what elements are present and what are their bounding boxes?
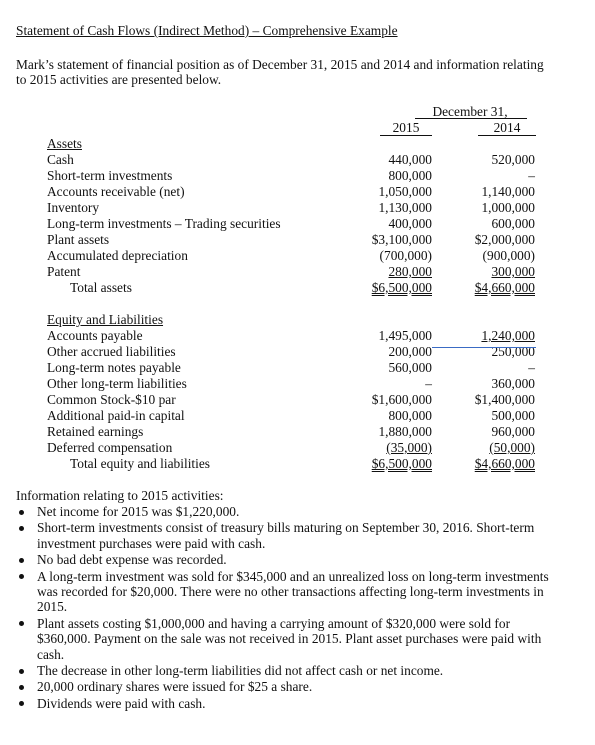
table-row (0, 200, 595, 216)
value-2015: – (425, 376, 432, 391)
row-label: Patent (47, 264, 81, 279)
table-row (0, 248, 595, 264)
value-2014: – (528, 168, 535, 183)
value-2015: 1,880,000 (378, 424, 432, 439)
list-item (16, 616, 556, 662)
table-row (0, 328, 595, 344)
value-2015: 800,000 (388, 408, 432, 423)
list-item (16, 663, 556, 678)
value-2014: (900,000) (482, 248, 535, 263)
value-2014: 960,000 (491, 424, 535, 439)
bullet-icon (19, 510, 24, 515)
total-equity-label: Total equity and liabilities (70, 456, 211, 471)
assets-heading: Assets (47, 136, 82, 151)
value-2015: 1,495,000 (378, 328, 432, 343)
total-row (0, 456, 595, 472)
value-2014: 1,140,000 (481, 184, 535, 199)
bullet-icon (19, 701, 24, 706)
table-row (0, 168, 595, 184)
bullet-text: Net income for 2015 was $1,220,000. (37, 504, 240, 519)
assets-heading-row (0, 136, 595, 152)
row-label: Short-term investments (47, 168, 173, 183)
table-row (0, 408, 595, 424)
row-label: Common Stock-$10 par (47, 392, 176, 407)
table-row (0, 376, 595, 392)
bullet-icon (19, 621, 24, 626)
value-2015: 400,000 (388, 216, 432, 231)
value-2014: – (528, 360, 535, 375)
value-2014: 520,000 (491, 152, 535, 167)
value-2015: 800,000 (388, 168, 432, 183)
table-row (0, 424, 595, 440)
equity-heading-row (0, 312, 595, 328)
list-item (16, 552, 556, 567)
row-label: Deferred compensation (47, 440, 173, 455)
row-label: Other long-term liabilities (47, 376, 187, 391)
value-2014: 1,000,000 (481, 200, 535, 215)
value-2014: $2,000,000 (474, 232, 535, 247)
date-header: December 31, (432, 104, 508, 119)
row-label: Accumulated depreciation (47, 248, 188, 263)
value-2014: 300,000 (491, 264, 535, 279)
row-label: Long-term notes payable (47, 360, 181, 375)
bullet-icon (19, 669, 24, 674)
value-2014: 500,000 (491, 408, 535, 423)
total-row (0, 280, 595, 296)
value-2015: 1,050,000 (378, 184, 432, 199)
table-row (0, 152, 595, 168)
total-assets-2015: $6,500,000 (371, 280, 432, 295)
list-item (16, 520, 556, 551)
value-2015: 1,130,000 (378, 200, 432, 215)
value-2015: $3,100,000 (371, 232, 432, 247)
list-item (16, 696, 556, 711)
year-2015-header: 2015 (380, 120, 432, 136)
list-item (16, 679, 556, 694)
info-title: Information relating to 2015 activities: (16, 488, 224, 503)
date-header-rule (415, 118, 527, 119)
value-2015: (35,000) (386, 440, 432, 455)
document-title: Statement of Cash Flows (Indirect Method) – Comprehensive Example (16, 23, 398, 38)
bullet-text: A long-term investment was sold for $345,000 and an unrealized loss on long-term investments was recorded for $20,000. There were no other transactions affecting long-term investments in 2015. (37, 568, 549, 615)
table-row (0, 264, 595, 280)
row-label: Accounts payable (47, 328, 143, 343)
list-item (16, 569, 556, 615)
value-2015: 200,000 (388, 344, 432, 359)
row-label: Additional paid-in capital (47, 408, 185, 423)
bullet-text: Short-term investments consist of treasury bills maturing on September 30, 2016. Short-term investment purchases were paid with cash. (37, 520, 535, 551)
value-2014: 250,000 (491, 344, 535, 359)
intro-paragraph: Mark’s statement of financial position as of December 31, 2015 and 2014 and information relating to 2015 activities are presented below. (16, 57, 544, 87)
value-2015: (700,000) (379, 248, 432, 263)
value-2014: $1,400,000 (474, 392, 535, 407)
total-assets-2014: $4,660,000 (474, 280, 535, 295)
equity-heading: Equity and Liabilities (47, 312, 164, 327)
table-row (0, 216, 595, 232)
value-2014: 1,240,000 (481, 328, 535, 343)
value-2014: 360,000 (491, 376, 535, 391)
info-bullet-list (16, 504, 556, 712)
total-equity-2014: $4,660,000 (474, 456, 535, 471)
row-label: Long-term investments – Trading securities (47, 216, 281, 231)
bullet-icon (19, 574, 24, 579)
bullet-icon (19, 558, 24, 563)
year-2014-header: 2014 (478, 120, 536, 136)
total-assets-label: Total assets (70, 280, 132, 295)
value-2015: 440,000 (388, 152, 432, 167)
value-2014: 600,000 (491, 216, 535, 231)
bullet-text: Plant assets costing $1,000,000 and having a carrying amount of $320,000 were sold for $360,000. Payment on the sale was not received in 2015. Plant asset purchases were paid with cash. (37, 615, 542, 662)
bullet-text: Dividends were paid with cash. (37, 695, 206, 711)
value-2015: 280,000 (388, 264, 432, 279)
bullet-text: 20,000 ordinary shares were issued for $25 a share. (37, 679, 313, 695)
table-row (0, 184, 595, 200)
row-label: Plant assets (47, 232, 110, 247)
row-label: Retained earnings (47, 424, 144, 439)
value-2015: $1,600,000 (371, 392, 432, 407)
row-label: Other accrued liabilities (47, 344, 176, 359)
row-label: Cash (47, 152, 74, 167)
row-label: Accounts receivable (net) (47, 184, 185, 199)
bullet-text: No bad debt expense was recorded. (37, 552, 227, 568)
table-row (0, 360, 595, 376)
bullet-text: The decrease in other long-term liabilities did not affect cash or net income. (37, 663, 444, 679)
row-label: Inventory (47, 200, 100, 215)
table-row (0, 232, 595, 248)
value-2015: 560,000 (388, 360, 432, 375)
table-row (0, 392, 595, 408)
bullet-icon (19, 526, 24, 531)
value-2014: (50,000) (489, 440, 535, 455)
bullet-icon (19, 685, 24, 690)
list-item (16, 504, 556, 519)
table-row (0, 440, 595, 456)
total-equity-2015: $6,500,000 (371, 456, 432, 471)
highlight-rule (432, 347, 536, 348)
